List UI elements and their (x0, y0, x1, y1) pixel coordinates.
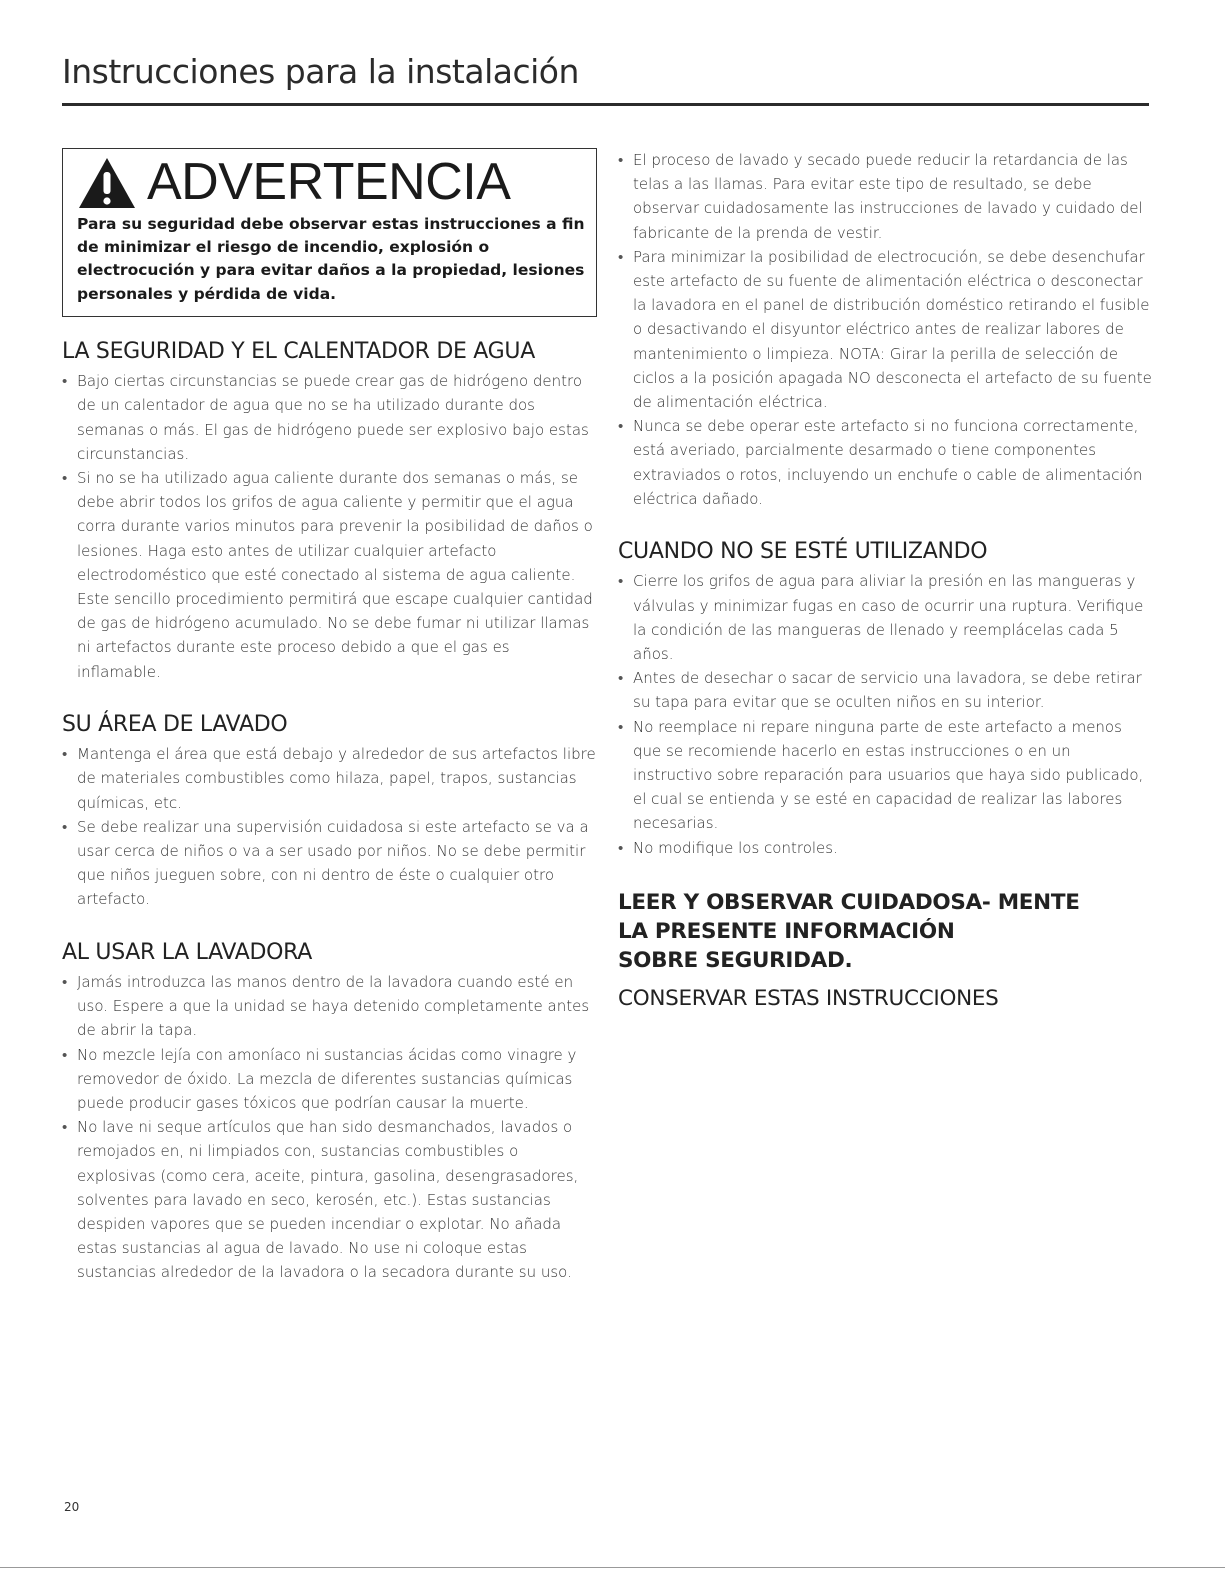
left-column (62, 148, 597, 1313)
list-item: • Mantenga el área que está debajo y alrededor de sus artefactos libre de materiales combustibles como hilaza, papel, trapos, sustancias químicas, etc. (62, 742, 597, 815)
list-item: • No reemplace ni repare ninguna parte de este artefacto a menos que se recomiende hacerlo en estas instrucciones o en un instructivo sobre reparación para usuarios que haya sido publicado, el cual se entienda y se esté en capacidad de realizar las labores necesarias. (618, 715, 1153, 836)
title-rule (62, 103, 1149, 106)
list-item: • Se debe realizar una supervisión cuidadosa si este artefacto se va a usar cerca de niños o va a ser usado por niños. No se debe permitir que niños jueguen sobre, con ni dentro de éste o cualquier otro artefacto. (62, 815, 597, 912)
keep-instructions: CONSERVAR ESTAS INSTRUCCIONES (618, 985, 999, 1011)
laundry-area-list (62, 742, 597, 911)
warning-heading: ADVERTENCIA (147, 153, 511, 211)
list-item: • Nunca se debe operar este artefacto si no funciona correctamente, está averiado, parcialmente desarmado o tiene componentes extraviados o rotos, incluyendo un enchufe o cable de alimentación eléctrica dañado. (618, 414, 1153, 511)
safety-list (618, 148, 1153, 511)
list-item: • No modifique los controles. (618, 836, 1153, 860)
warning-header (77, 153, 588, 213)
closing-line: SOBRE SEGURIDAD. (618, 948, 853, 974)
page-number: 20 (64, 1500, 80, 1514)
section-title-water-heater: LA SEGURIDAD Y EL CALENTADOR DE AGUA (62, 338, 535, 364)
closing-notice (618, 888, 1153, 976)
not-in-use-list (618, 569, 1153, 859)
list-item: • Para minimizar la posibilidad de electrocución, se debe desenchufar este artefacto de su fuente de alimentación eléctrica o desconectar la lavadora en el panel de distribución doméstico retirando el fusible o desactivando el disyuntor eléctrico antes de realizar labores de mantenimiento o limpieza. NOTA: Girar la perilla de selección de ciclos a la posición apagada NO desconecta el artefacto de su fuente de alimentación eléctrica. (618, 245, 1153, 414)
right-column (618, 148, 1153, 1013)
water-heater-list (62, 369, 597, 684)
list-item: • Antes de desechar o sacar de servicio una lavadora, se debe retirar su tapa para evitar que se oculten niños en su interior. (618, 666, 1153, 714)
section-title-not-in-use: CUANDO NO SE ESTÉ UTILIZANDO (618, 539, 988, 565)
bottom-rule (0, 1567, 1225, 1568)
list-item: • Jamás introduzca las manos dentro de la lavadora cuando esté en uso. Espere a que la unidad se haya detenido completamente antes de abrir la tapa. (62, 970, 597, 1043)
section-title-laundry-area: SU ÁREA DE LAVADO (62, 711, 288, 737)
warning-text: Para su seguridad debe observar estas instrucciones a fin de minimizar el riesgo de incendio, explosión o electrocución y para evitar daños a la propiedad, lesiones personales y pérdida de vida. (77, 214, 585, 303)
list-item: • No lave ni seque artículos que han sido desmanchados, lavados o remojados en, ni limpiados con, sustancias combustibles o explosivas (como cera, aceite, pintura, gasolina, desengrasadores, solventes para lavado en seco, kerosén, etc.). Estas sustancias despiden vapores que se pueden incendiar o explotar. No añada estas sustancias al agua de lavado. No use ni coloque estas sustancias alrededor de la lavadora o la secadora durante su uso. (62, 1115, 597, 1284)
warning-box (62, 148, 597, 317)
closing-line: LA PRESENTE INFORMACIÓN (618, 919, 955, 945)
page-title: Instrucciones para la instalación (62, 52, 579, 91)
warning-triangle-icon (77, 156, 137, 210)
section-title-using-washer: AL USAR LA LAVADORA (62, 939, 313, 965)
list-item: • Si no se ha utilizado agua caliente durante dos semanas o más, se debe abrir todos los grifos de agua caliente y permitir que el agua corra durante varios minutos para prevenir la posibilidad de daños o lesiones. Haga esto antes de utilizar cualquier artefacto electrodoméstico que esté conectado al sistema de agua caliente. Este sencillo procedimiento permitirá que escape cualquier cantidad de gas de hidrógeno acumulado. No se debe fumar ni utilizar llamas ni artefactos durante este proceso debido a que el gas es inflamable. (62, 466, 597, 684)
list-item: • Bajo ciertas circunstancias se puede crear gas de hidrógeno dentro de un calentador de agua que no se ha utilizado durante dos semanas o más. El gas de hidrógeno puede ser explosivo bajo estas circunstancias. (62, 369, 597, 466)
closing-line: LEER Y OBSERVAR CUIDADOSA- MENTE (618, 889, 1080, 915)
list-item: • No mezcle lejía con amoníaco ni sustancias ácidas como vinagre y removedor de óxido. La mezcla de diferentes sustancias químicas puede producir gases tóxicos que podrían causar la muerte. (62, 1043, 597, 1116)
using-washer-list (62, 970, 597, 1285)
list-item: • Cierre los grifos de agua para aliviar la presión en las mangueras y válvulas y minimizar fugas en caso de ocurrir una ruptura. Verifique la condición de las mangueras de llenado y reemplácelas cada 5 años. (618, 569, 1153, 666)
list-item: • El proceso de lavado y secado puede reducir la retardancia de las telas a las llamas. Para evitar este tipo de resultado, se debe observar cuidadosamente las instrucciones de lavado y cuidado del fabricante de la prenda de vestir. (618, 148, 1153, 245)
